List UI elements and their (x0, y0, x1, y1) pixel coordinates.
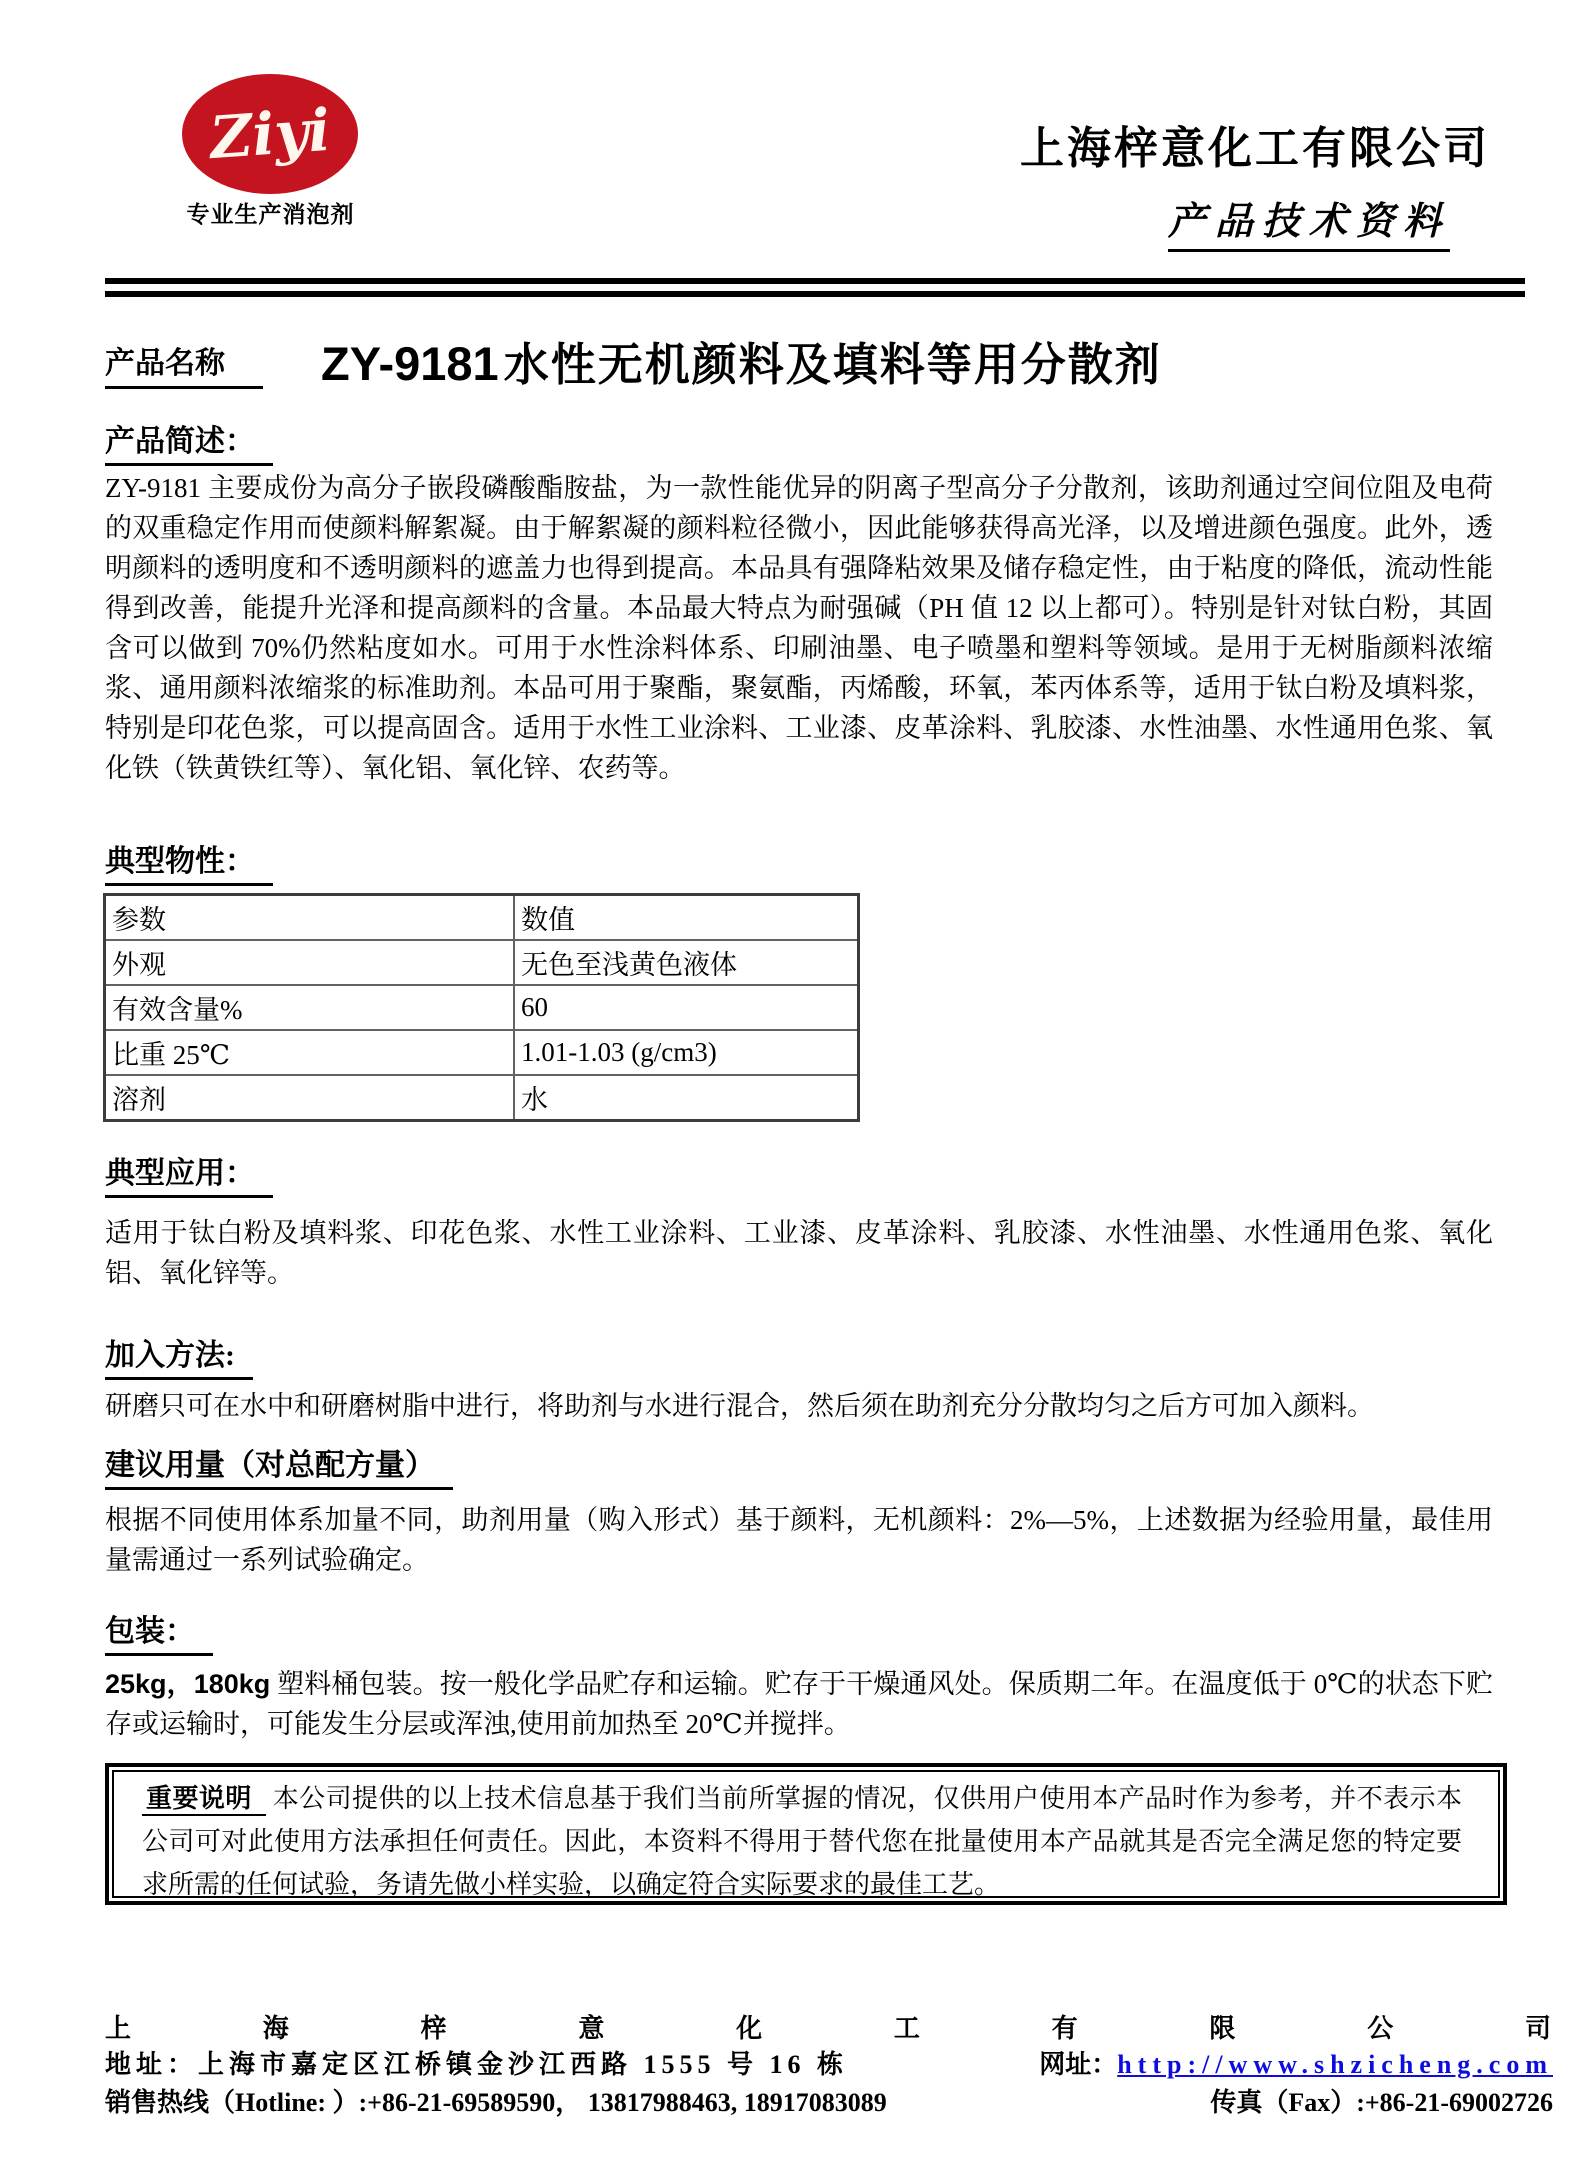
important-notice-label: 重要说明 (142, 1784, 266, 1816)
packaging-paragraph (105, 1664, 1493, 1744)
hotline-label: 销售热线（Hotline: ） (105, 2088, 359, 2117)
fax-label: 传真（Fax） (1210, 2088, 1357, 2117)
section-heading-applications: 典型应用： (105, 1148, 273, 1198)
section-heading-method: 加入方法: (105, 1330, 253, 1380)
important-notice-content (112, 1770, 1500, 1898)
table-row (105, 1075, 859, 1121)
table-row (105, 1030, 859, 1075)
row-active-content-value: 60 (514, 985, 859, 1030)
method-paragraph: 研磨只可在水中和研磨树脂中进行，将助剂与水进行混合，然后须在助剂充分分散均匀之后方可加入颜料。 (105, 1391, 1374, 1421)
dosage-paragraph: 根据不同使用体系加量不同，助剂用量（购入形式）基于颜料，无机颜料：2%—5%，上述数据为经验用量，最佳用量需通过一系列试验确定。 (105, 1505, 1493, 1575)
row-active-content-label: 有效含量% (105, 985, 515, 1030)
website-label: 网址： (1039, 2050, 1118, 2079)
section-heading-packaging: 包装： (105, 1606, 213, 1656)
footer-hotline (105, 2082, 887, 2119)
product-title (321, 328, 1162, 393)
brief-paragraph: ZY-9181 主要成份为高分子嵌段磷酸酯胺盐，为一款性能优异的阴离子型高分子分散剂，该助剂通过空间位阻及电荷的双重稳定作用而使颜料解絮凝。由于解絮凝的颜料粒径微小，因此能够获得高光泽，以及增进颜色强度。此外，透明颜料的透明度和不透明颜料的遮盖力也得到提高。本品具有强降粘效果及储存稳定性，由于粘度的降低，流动性能得到改善，能提升光泽和提高颜料的含量。本品最大特点为耐强碱（PH 值 12 以上都可）。特别是针对钛白粉，其固含可以做到 70%仍然粘度如水。可用于水性涂料体系、印刷油墨、电子喷墨和塑料等领域。是用于无树脂颜料浓缩浆、通用颜料浓缩浆的标准助剂。本品可用于聚酯，聚氨酯，丙烯酸，环氧，苯丙体系等，适用于钛白粉及填料浆，特别是印花色浆，可以提高固含。适用于水性工业涂料、工业漆、皮革涂料、乳胶漆、水性油墨、水性通用色浆、氧化铁（铁黄铁红等）、氧化铝、氧化锌、农药等。 (105, 473, 1493, 783)
row-solvent-value: 水 (514, 1075, 859, 1121)
website-link[interactable]: http://www.shzicheng.com (1117, 2050, 1553, 2079)
logo-tagline: 专业生产消泡剂 (186, 202, 355, 227)
important-notice-box (105, 1763, 1507, 1905)
product-name-label: 产品名称 (105, 338, 263, 389)
address-value: 上海市嘉定区江桥镇金沙江西路 1555 号 16 栋 (198, 2050, 849, 2079)
header-double-rule (105, 278, 1525, 297)
section-heading-properties: 典型物性： (105, 836, 273, 886)
product-code: ZY-9181 (321, 337, 499, 390)
table-row (105, 940, 859, 985)
address-label: 地址： (105, 2050, 199, 2079)
packaging-sizes: 25kg，180kg (105, 1669, 271, 1699)
row-solvent-label: 溶剂 (105, 1075, 515, 1121)
footer-address (105, 2044, 848, 2081)
row-density-label: 比重 25℃ (105, 1030, 515, 1075)
footer-fax (1210, 2082, 1553, 2119)
row-appearance-label: 外观 (105, 940, 515, 985)
logo-wordmark: Ziyi (207, 95, 333, 173)
company-name: 上海梓意化工有限公司 (1020, 124, 1490, 173)
packaging-text: 塑料桶包装。按一般化学品贮存和运输。贮存于干燥通风处。保质期二年。在温度低于 0℃的状态下贮存或运输时，可能发生分层或浑浊,使用前加热至 20℃并搅拌。 (105, 1669, 1493, 1739)
col-header-parameter: 参数 (105, 895, 515, 941)
hotline-numbers: :+86-21-69589590， 13817988463, 18917083089 (358, 2088, 887, 2117)
product-title-cn: 水性无机颜料及填料等用分散剂 (503, 340, 1162, 390)
applications-paragraph: 适用于钛白粉及填料浆、印花色浆、水性工业涂料、工业漆、皮革涂料、乳胶漆、水性油墨、水性通用色浆、氧化铝、氧化锌等。 (105, 1218, 1493, 1288)
product-title-row (105, 328, 1505, 393)
row-appearance-value: 无色至浅黄色液体 (514, 940, 859, 985)
section-heading-dosage: 建议用量（对总配方量） (105, 1440, 453, 1490)
footer-company-name: 上海梓意化工有限公司 (105, 2014, 1553, 2043)
row-density-value: 1.01-1.03 (g/cm3) (514, 1030, 859, 1075)
properties-table (103, 893, 860, 1122)
col-header-value: 数值 (514, 895, 859, 941)
footer-contacts-row (105, 2082, 1553, 2119)
table-header-row (105, 895, 859, 941)
section-heading-brief: 产品简述： (105, 416, 273, 466)
important-notice-text: 本公司提供的以上技术信息基于我们当前所掌握的情况，仅供用户使用本产品时作为参考，并不表示本公司可对此使用方法承担任何责任。因此，本资料不得用于替代您在批量使用本产品就其是否完全满足您的特定要求所需的任何试验，务请先做小样实验，以确定符合实际要求的最佳工艺。 (142, 1784, 1462, 1899)
fax-number: :+86-21-69002726 (1356, 2088, 1553, 2117)
footer-website (1039, 2044, 1553, 2081)
table-row (105, 985, 859, 1030)
document-type-title: 产品技术资料 (1168, 190, 1450, 252)
footer-address-row (105, 2044, 1553, 2081)
company-logo-icon (182, 74, 358, 194)
